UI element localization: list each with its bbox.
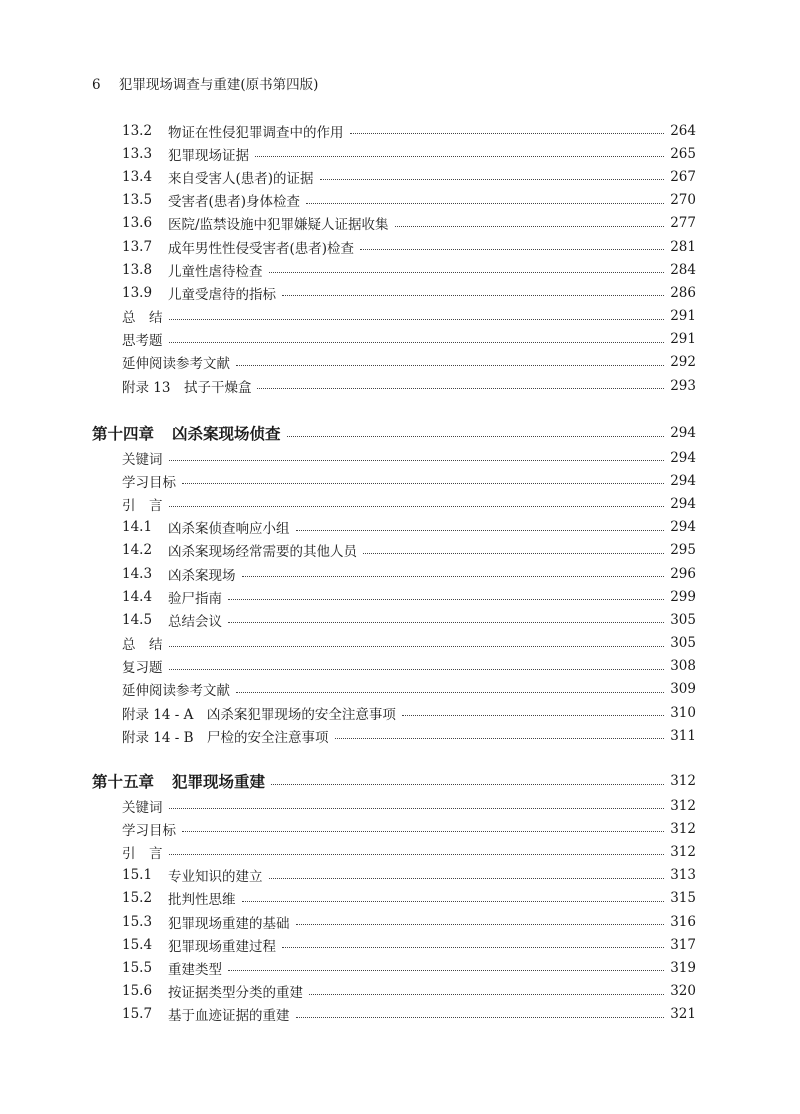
page-ref: 296 <box>670 565 696 582</box>
entry-title: 专业知识的建立 <box>168 869 263 886</box>
book-title: 犯罪现场调查与重建(原书第四版) <box>118 77 319 93</box>
dot-leader <box>236 692 664 693</box>
dot-leader <box>320 179 665 180</box>
toc-entry[interactable] <box>92 678 696 701</box>
chapter-title: 犯罪现场重建 <box>172 773 266 791</box>
dot-leader <box>296 924 665 925</box>
section-number: 15.2 <box>122 890 153 907</box>
page-ref: 305 <box>670 635 696 652</box>
page-ref: 291 <box>670 331 696 348</box>
dot-leader <box>169 808 665 809</box>
toc-chapter-15 <box>92 768 696 1026</box>
entry-title: 附录 14 - A 凶杀案犯罪现场的安全注意事项 <box>122 706 396 723</box>
entry-title: 物证在性侵犯罪调查中的作用 <box>168 124 344 141</box>
entry-title: 关键词 <box>122 451 163 468</box>
dot-leader <box>169 342 665 343</box>
page-ref: 299 <box>670 588 696 605</box>
toc-entry[interactable] <box>92 258 696 281</box>
dot-leader <box>287 436 665 437</box>
toc-entry[interactable] <box>92 469 696 492</box>
dot-leader <box>169 319 665 320</box>
page-ref: 294 <box>670 495 696 512</box>
section-number: 15.4 <box>122 936 153 953</box>
entry-title: 学习目标 <box>122 474 176 491</box>
page-ref: 317 <box>670 936 696 953</box>
entry-title: 引 言 <box>122 497 163 514</box>
entry-title: 凶杀案侦查响应小组 <box>168 521 290 538</box>
entry-title: 总结会议 <box>168 613 222 630</box>
toc-entry[interactable] <box>92 281 696 304</box>
toc-entry[interactable] <box>92 585 696 608</box>
page-ref: 294 <box>670 472 696 489</box>
dot-leader <box>236 365 664 366</box>
section-number: 13.9 <box>122 284 153 301</box>
entry-title: 附录 14 - B 尸检的安全注意事项 <box>122 729 329 746</box>
entry-title: 学习目标 <box>122 822 176 839</box>
dot-leader <box>335 738 665 739</box>
page-ref: 293 <box>670 377 696 394</box>
page-ref: 286 <box>670 284 696 301</box>
section-number: 14.1 <box>122 519 153 536</box>
entry-title: 基于血迹证据的重建 <box>168 1008 290 1025</box>
toc-entry[interactable] <box>92 235 696 258</box>
page-ref: 308 <box>670 658 696 675</box>
page-ref: 321 <box>670 1006 696 1023</box>
chapter-title: 凶杀案现场侦查 <box>172 425 281 443</box>
chapter-label: 第十四章 <box>92 425 155 443</box>
toc-entry[interactable] <box>92 165 696 188</box>
page-ref: 270 <box>670 192 696 209</box>
section-number: 15.6 <box>122 983 153 1000</box>
dot-leader <box>228 622 664 623</box>
page-ref: 319 <box>670 959 696 976</box>
toc-entry[interactable] <box>92 933 696 956</box>
section-number: 13.5 <box>122 192 153 209</box>
dot-leader <box>269 878 665 879</box>
toc-entry[interactable] <box>92 492 696 515</box>
dot-leader <box>309 994 664 995</box>
section-number: 14.5 <box>122 611 153 628</box>
entry-title: 儿童性虐待检查 <box>168 263 263 280</box>
dot-leader <box>395 226 665 227</box>
dot-leader <box>282 295 664 296</box>
dot-leader <box>296 1017 665 1018</box>
entry-title: 儿童受虐待的指标 <box>168 286 276 303</box>
page-number: 6 <box>92 77 101 93</box>
page-ref: 310 <box>670 704 696 721</box>
dot-leader <box>169 854 665 855</box>
section-number: 13.6 <box>122 215 153 232</box>
entry-title: 受害者(患者)身体检查 <box>168 194 301 211</box>
page-ref: 312 <box>670 820 696 837</box>
toc-entry[interactable] <box>92 608 696 631</box>
toc-entry[interactable] <box>92 817 696 840</box>
dot-leader <box>360 249 664 250</box>
toc-entry[interactable] <box>92 840 696 863</box>
toc-entry[interactable] <box>92 724 696 747</box>
toc-entry[interactable] <box>92 655 696 678</box>
entry-title: 凶杀案现场经常需要的其他人员 <box>168 544 357 561</box>
toc-entry[interactable] <box>92 351 696 374</box>
toc-entry[interactable] <box>92 446 696 469</box>
entry-title: 引 言 <box>122 845 163 862</box>
page-ref: 312 <box>670 797 696 814</box>
toc-entry[interactable] <box>92 189 696 212</box>
page-ref: 305 <box>670 611 696 628</box>
page-ref: 264 <box>670 122 696 139</box>
page-ref: 277 <box>670 215 696 232</box>
dot-leader <box>296 530 665 531</box>
toc-entry[interactable] <box>92 1003 696 1026</box>
toc-entry[interactable] <box>92 632 696 655</box>
dot-leader <box>282 947 664 948</box>
entry-title: 医院/监禁设施中犯罪嫌疑人证据收集 <box>168 217 389 234</box>
dot-leader <box>169 646 665 647</box>
section-number: 15.5 <box>122 959 153 976</box>
dot-leader <box>182 483 664 484</box>
dot-leader <box>363 553 664 554</box>
page-ref: 312 <box>670 843 696 860</box>
entry-title: 犯罪现场证据 <box>168 147 249 164</box>
toc-entry[interactable] <box>92 119 696 142</box>
toc-section-13 <box>92 119 696 397</box>
page-ref: 313 <box>670 867 696 884</box>
toc-entry[interactable] <box>92 212 696 235</box>
toc-entry[interactable] <box>92 142 696 165</box>
page-ref: 294 <box>670 425 696 441</box>
dot-leader <box>242 576 665 577</box>
entry-title: 延伸阅读参考文献 <box>122 356 230 373</box>
toc-entry[interactable] <box>92 701 696 724</box>
page-ref: 281 <box>670 238 696 255</box>
section-number: 13.3 <box>122 145 153 162</box>
running-header <box>92 73 318 93</box>
dot-leader <box>169 669 665 670</box>
page-ref: 320 <box>670 983 696 1000</box>
section-number: 13.4 <box>122 168 153 185</box>
chapter-heading[interactable] <box>92 768 696 794</box>
entry-title: 来自受害人(患者)的证据 <box>168 170 314 187</box>
page-ref: 295 <box>670 542 696 559</box>
section-number: 14.4 <box>122 588 153 605</box>
section-number: 15.3 <box>122 913 153 930</box>
entry-title: 凶杀案现场 <box>168 567 236 584</box>
toc-entry[interactable] <box>92 562 696 585</box>
page-ref: 316 <box>670 913 696 930</box>
dot-leader <box>257 388 664 389</box>
section-number: 15.7 <box>122 1006 153 1023</box>
entry-title: 犯罪现场重建过程 <box>168 938 276 955</box>
dot-leader <box>242 901 665 902</box>
dot-leader <box>169 460 665 461</box>
section-number: 15.1 <box>122 867 153 884</box>
page-ref: 267 <box>670 168 696 185</box>
section-number: 14.2 <box>122 542 153 559</box>
page-ref: 294 <box>670 519 696 536</box>
entry-title: 总 结 <box>122 310 163 327</box>
chapter-heading[interactable] <box>92 420 696 446</box>
dot-leader <box>182 831 664 832</box>
page-ref: 294 <box>670 449 696 466</box>
toc-entry[interactable] <box>92 887 696 910</box>
section-number: 13.2 <box>122 122 153 139</box>
entry-title: 重建类型 <box>168 961 222 978</box>
toc-entry[interactable] <box>92 980 696 1003</box>
entry-title: 按证据类型分类的重建 <box>168 985 303 1002</box>
page-ref: 312 <box>670 773 696 789</box>
dot-leader <box>169 506 665 507</box>
dot-leader <box>271 784 664 785</box>
chapter-label: 第十五章 <box>92 773 155 791</box>
entry-title: 关键词 <box>122 799 163 816</box>
toc-entry[interactable] <box>92 864 696 887</box>
toc-entry[interactable] <box>92 956 696 979</box>
toc-entry[interactable] <box>92 305 696 328</box>
entry-title: 附录 13 拭子干燥盒 <box>122 379 252 396</box>
page-ref: 291 <box>670 308 696 325</box>
page-ref: 292 <box>670 354 696 371</box>
page-ref: 311 <box>670 727 696 744</box>
toc-chapter-14 <box>92 420 696 747</box>
dot-leader <box>255 156 664 157</box>
entry-title: 验尸指南 <box>168 590 222 607</box>
entry-title: 思考题 <box>122 333 163 350</box>
toc-entry[interactable] <box>92 328 696 351</box>
dot-leader <box>228 970 664 971</box>
page-ref: 309 <box>670 681 696 698</box>
toc-entry[interactable] <box>92 516 696 539</box>
dot-leader <box>228 599 664 600</box>
dot-leader <box>402 715 664 716</box>
toc-entry[interactable] <box>92 374 696 397</box>
dot-leader <box>306 203 664 204</box>
dot-leader <box>269 272 665 273</box>
toc-entry[interactable] <box>92 794 696 817</box>
entry-title: 总 结 <box>122 637 163 654</box>
section-number: 13.8 <box>122 261 153 278</box>
section-number: 13.7 <box>122 238 153 255</box>
entry-title: 批判性思维 <box>168 892 236 909</box>
page-ref: 265 <box>670 145 696 162</box>
entry-title: 成年男性性侵受害者(患者)检查 <box>168 240 355 257</box>
entry-title: 延伸阅读参考文献 <box>122 683 230 700</box>
entry-title: 复习题 <box>122 660 163 677</box>
toc-entry[interactable] <box>92 910 696 933</box>
section-number: 14.3 <box>122 565 153 582</box>
toc-entry[interactable] <box>92 539 696 562</box>
entry-title: 犯罪现场重建的基础 <box>168 915 290 932</box>
page-ref: 315 <box>670 890 696 907</box>
dot-leader <box>350 133 665 134</box>
page-ref: 284 <box>670 261 696 278</box>
